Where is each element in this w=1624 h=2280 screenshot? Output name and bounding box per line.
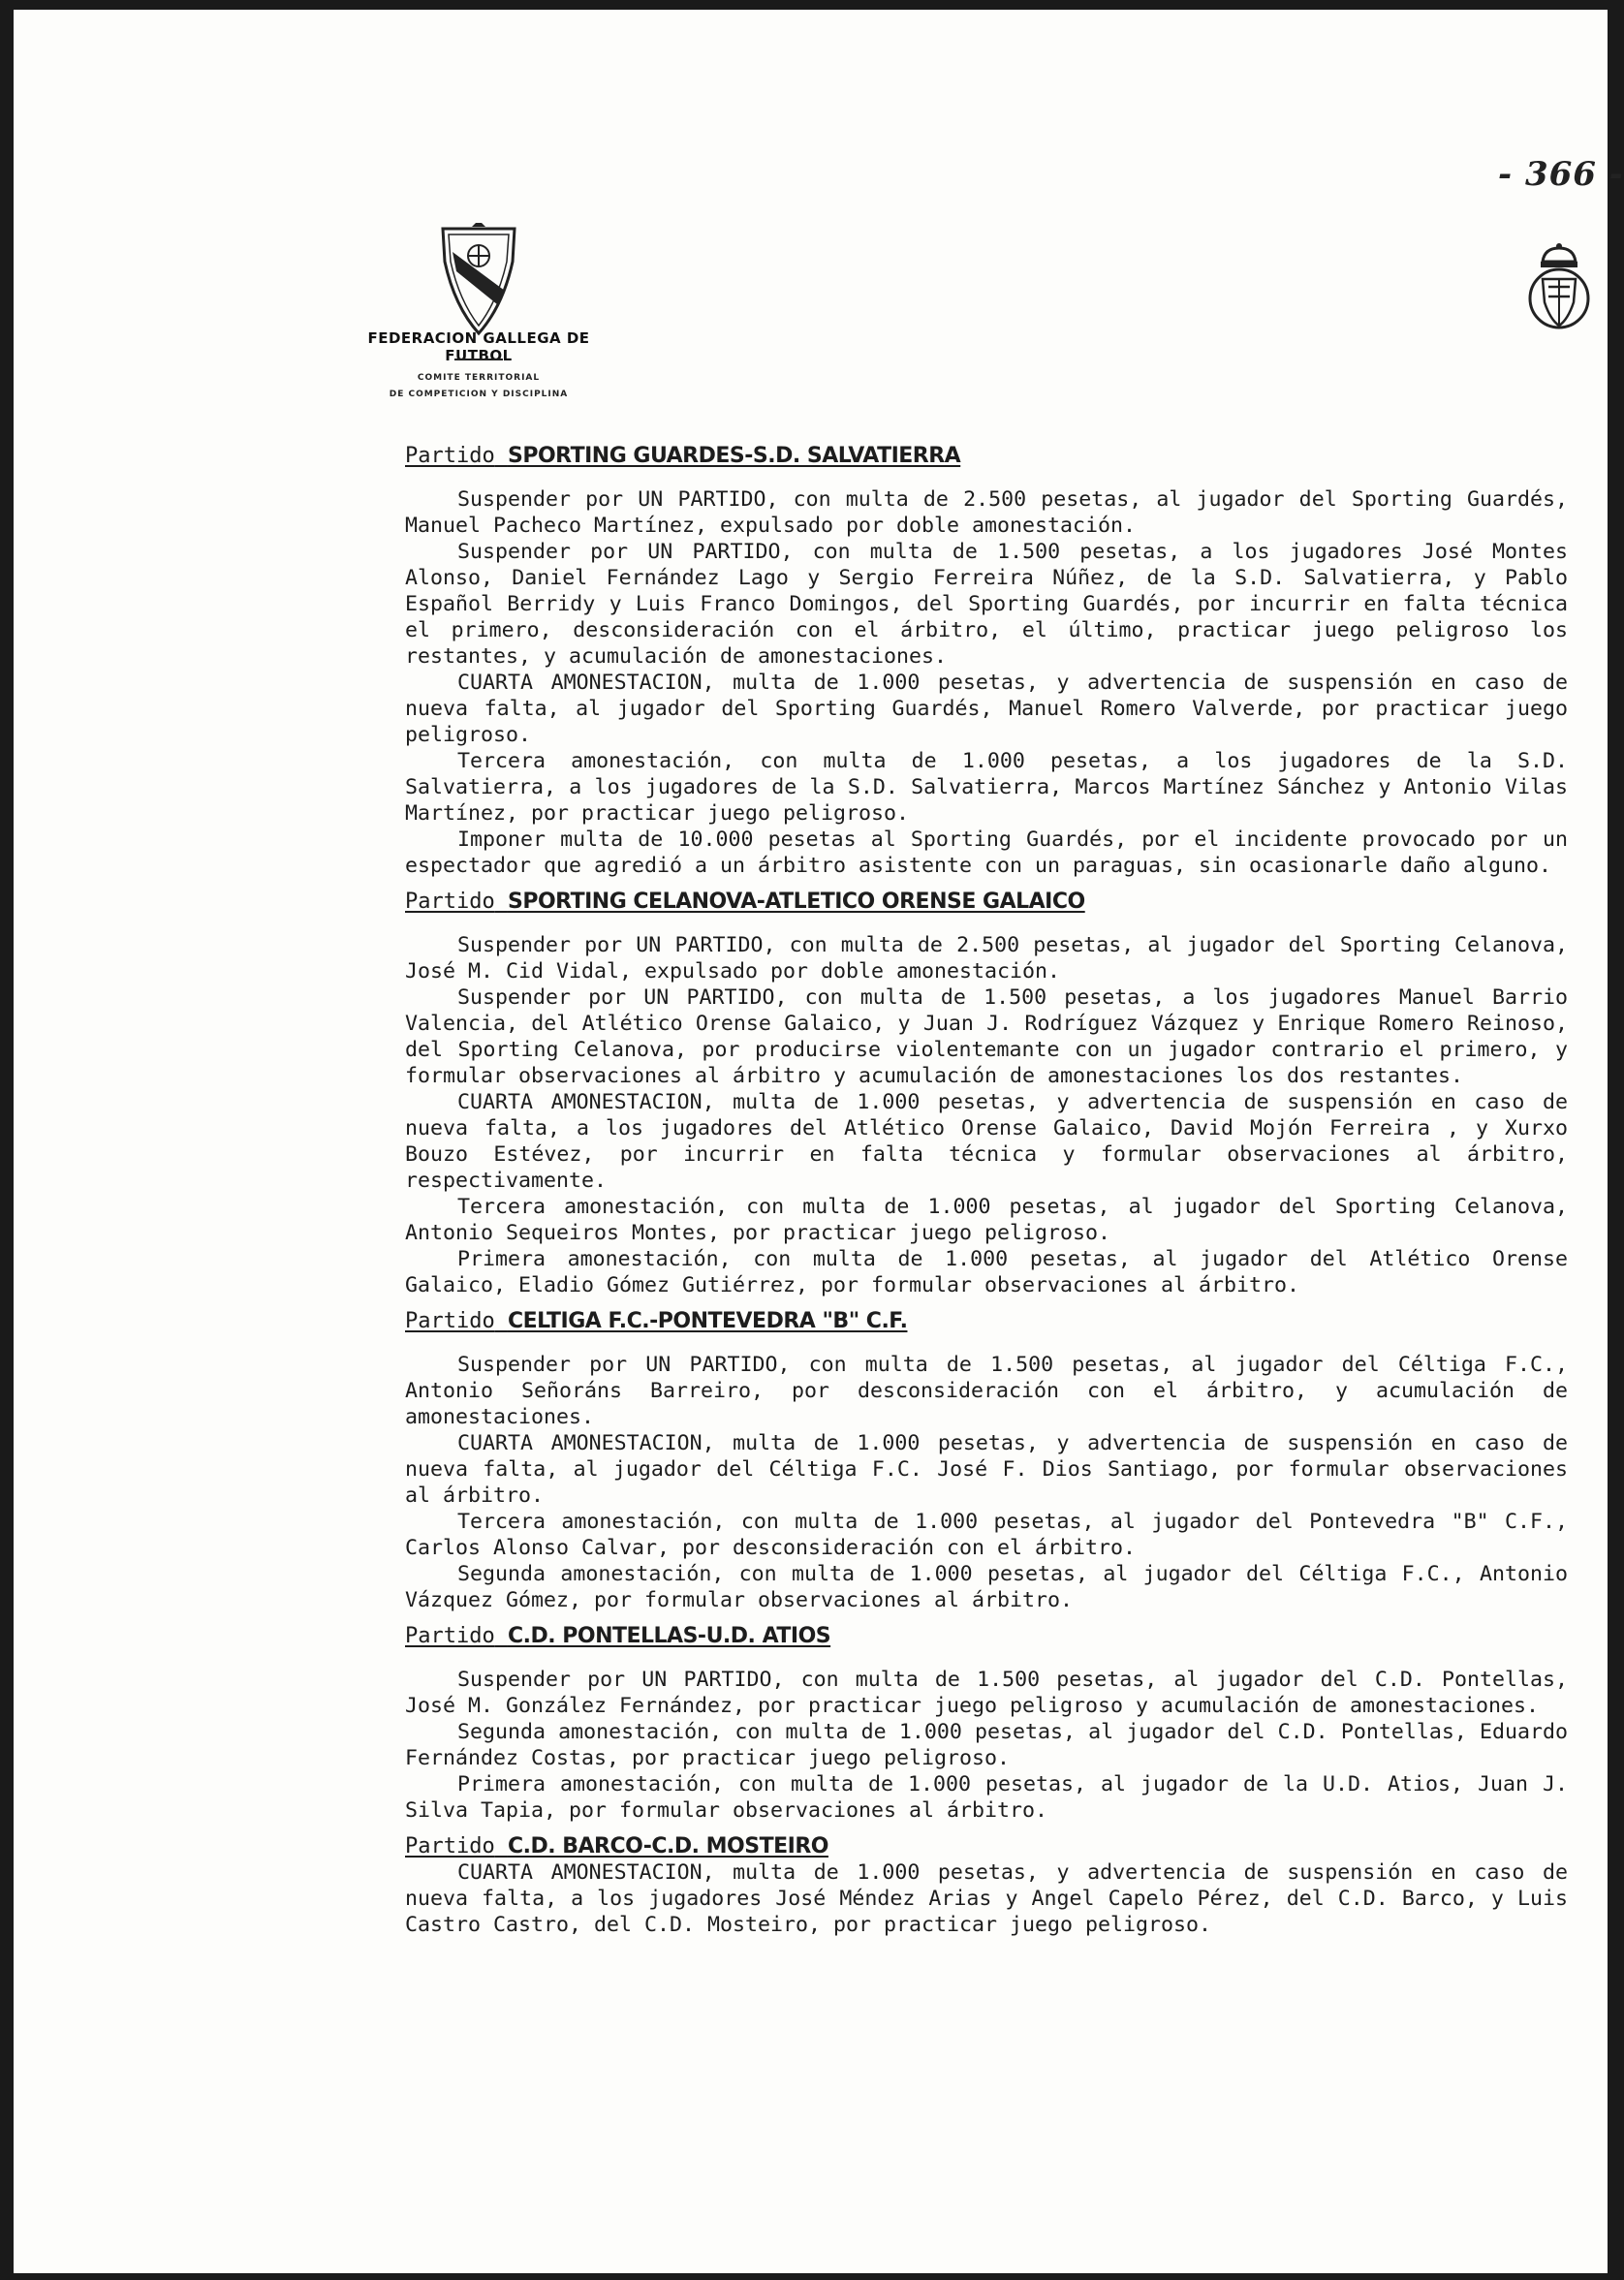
resolution-paragraph: CUARTA AMONESTACION, multa de 1.000 pesetas, y advertencia de suspensión en caso de nueva falta, a los jugadores José Méndez Arias y Angel Capelo Pérez, del C.D. Barco, y Luis Castro Castro, del C.D. Mosteiro, por practicar juego peligroso. bbox=[405, 1860, 1568, 1937]
match-section bbox=[405, 889, 1568, 1298]
resolution-paragraph: Suspender por UN PARTIDO, con multa de 2.500 pesetas, al jugador del Sporting Guardés, Manuel Pacheco Martínez, expulsado por doble amonestación. bbox=[405, 487, 1568, 538]
match-title bbox=[405, 1623, 1568, 1649]
resolution-paragraph: Primera amonestación, con multa de 1.000 pesetas, al jugador de la U.D. Atios, Juan J. Silva Tapia, por formular observaciones al árbitro. bbox=[405, 1772, 1568, 1823]
match-title bbox=[405, 889, 1568, 915]
page-number: - 366 - bbox=[1498, 155, 1624, 194]
resolution-paragraph: Suspender por UN PARTIDO, con multa de 2.500 pesetas, al jugador del Sporting Celanova, José M. Cid Vidal, expulsado por doble amonestación. bbox=[405, 933, 1568, 984]
resolution-paragraph: Primera amonestación, con multa de 1.000 pesetas, al jugador del Atlético Orense Galaico, Eladio Gómez Gutiérrez, por formular observaciones al árbitro. bbox=[405, 1247, 1568, 1297]
federation-shield-logo-icon bbox=[435, 223, 522, 337]
match-section bbox=[405, 1308, 1568, 1613]
match-section bbox=[405, 1623, 1568, 1824]
federation-name: FEDERACION GALLEGA DE FUTBOL bbox=[367, 329, 590, 364]
header-divider bbox=[454, 359, 503, 360]
match-section bbox=[405, 443, 1568, 879]
resolution-paragraph: CUARTA AMONESTACION, multa de 1.000 pesetas, y advertencia de suspensión en caso de nueva falta, al jugador del Céltiga F.C. José F. Dios Santiago, por formular observaciones al árbitro. bbox=[405, 1431, 1568, 1508]
match-name: SPORTING GUARDES-S.D. SALVATIERRA bbox=[507, 444, 961, 468]
resolution-paragraph: CUARTA AMONESTACION, multa de 1.000 pesetas, y advertencia de suspensión en caso de nueva falta, al jugador del Sporting Guardés, Manuel Romero Valverde, por practicar juego peligroso. bbox=[405, 671, 1568, 747]
resolution-paragraph: Imponer multa de 10.000 pesetas al Sporting Guardés, por el incidente provocado por un espectador que agredió a un árbitro asistente con un paraguas, sin ocasionarle daño alguno. bbox=[405, 828, 1568, 878]
document-page bbox=[14, 10, 1624, 2273]
resolution-paragraph: Tercera amonestación, con multa de 1.000 pesetas, a los jugadores de la S.D. Salvatierra, a los jugadores de la S.D. Salvatierra, Marcos Martínez Sánchez y Antonio Vilas Martínez, por practicar juego peligroso. bbox=[405, 749, 1568, 826]
match-name: CELTIGA F.C.-PONTEVEDRA "B" C.F. bbox=[507, 1309, 908, 1333]
royal-crown-emblem-icon bbox=[1525, 242, 1593, 331]
resolution-paragraph: Tercera amonestación, con multa de 1.000 pesetas, al jugador del Sporting Celanova, Antonio Sequeiros Montes, por practicar juego peligroso. bbox=[405, 1195, 1568, 1245]
resolution-paragraph: Segunda amonestación, con multa de 1.000 pesetas, al jugador del Céltiga F.C., Antonio Vázquez Gómez, por formular observaciones al árbitro. bbox=[405, 1562, 1568, 1612]
match-name: C.D. BARCO-C.D. MOSTEIRO bbox=[507, 1834, 828, 1858]
match-title bbox=[405, 443, 1568, 469]
resolution-paragraph: Tercera amonestación, con multa de 1.000 pesetas, al jugador del Pontevedra "B" C.F., Carlos Alonso Calvar, por desconsideración con el árbitro. bbox=[405, 1510, 1568, 1560]
match-section bbox=[405, 1833, 1568, 1938]
resolution-paragraph: Suspender por UN PARTIDO, con multa de 1.500 pesetas, a los jugadores José Montes Alonso, Daniel Fernández Lago y Sergio Ferreira Núñez, de la S.D. Salvatierra, y Pablo Español Berridy y Luis Franco Domingos, del Sporting Guardés, por incurrir en falta técnica el primero, desconsideración con el árbitro, el último, practicar juego peligroso los restantes, y acumulación de amonestaciones. bbox=[405, 540, 1568, 669]
committee-line-2: DE COMPETICION Y DISCIPLINA bbox=[389, 390, 569, 399]
match-prefix: Partido bbox=[405, 1834, 495, 1858]
resolution-paragraph: Suspender por UN PARTIDO, con multa de 1.500 pesetas, al jugador del C.D. Pontellas, José M. González Fernández, por practicar juego peligroso y acumulación de amonestaciones. bbox=[405, 1668, 1568, 1718]
resolution-paragraph: Suspender por UN PARTIDO, con multa de 1.500 pesetas, al jugador del Céltiga F.C., Antonio Señoráns Barreiro, por desconsideración con el árbitro, y acumulación de amonestaciones. bbox=[405, 1353, 1568, 1429]
match-name: C.D. PONTELLAS-U.D. ATIOS bbox=[507, 1624, 831, 1648]
match-prefix: Partido bbox=[405, 444, 495, 468]
resolutions-body bbox=[405, 443, 1568, 1948]
match-title bbox=[405, 1308, 1568, 1334]
committee-line-1: COMITE TERRITORIAL bbox=[417, 373, 541, 383]
match-prefix: Partido bbox=[405, 1309, 495, 1333]
match-title bbox=[405, 1833, 1568, 1859]
resolution-paragraph: Suspender por UN PARTIDO, con multa de 1.500 pesetas, a los jugadores Manuel Barrio Valencia, del Atlético Orense Galaico, y Juan J. Rodríguez Vázquez y Enrique Romero Reinoso, del Sporting Celanova, por producirse violentemante con un jugador contrario el primero, y formular observaciones al árbitro y acumulación de amonestaciones los dos restantes. bbox=[405, 985, 1568, 1088]
match-name: SPORTING CELANOVA-ATLETICO ORENSE GALAICO bbox=[507, 890, 1085, 914]
match-prefix: Partido bbox=[405, 1624, 495, 1648]
resolution-paragraph: Segunda amonestación, con multa de 1.000 pesetas, al jugador del C.D. Pontellas, Eduardo Fernández Costas, por practicar juego peligroso. bbox=[405, 1720, 1568, 1770]
match-prefix: Partido bbox=[405, 890, 495, 914]
resolution-paragraph: CUARTA AMONESTACION, multa de 1.000 pesetas, y advertencia de suspensión en caso de nueva falta, a los jugadores del Atlético Orense Galaico, David Mojón Ferreira , y Xurxo Bouzo Estévez, por incurrir en falta técnica y formular observaciones al árbitro, respectivamente. bbox=[405, 1090, 1568, 1193]
